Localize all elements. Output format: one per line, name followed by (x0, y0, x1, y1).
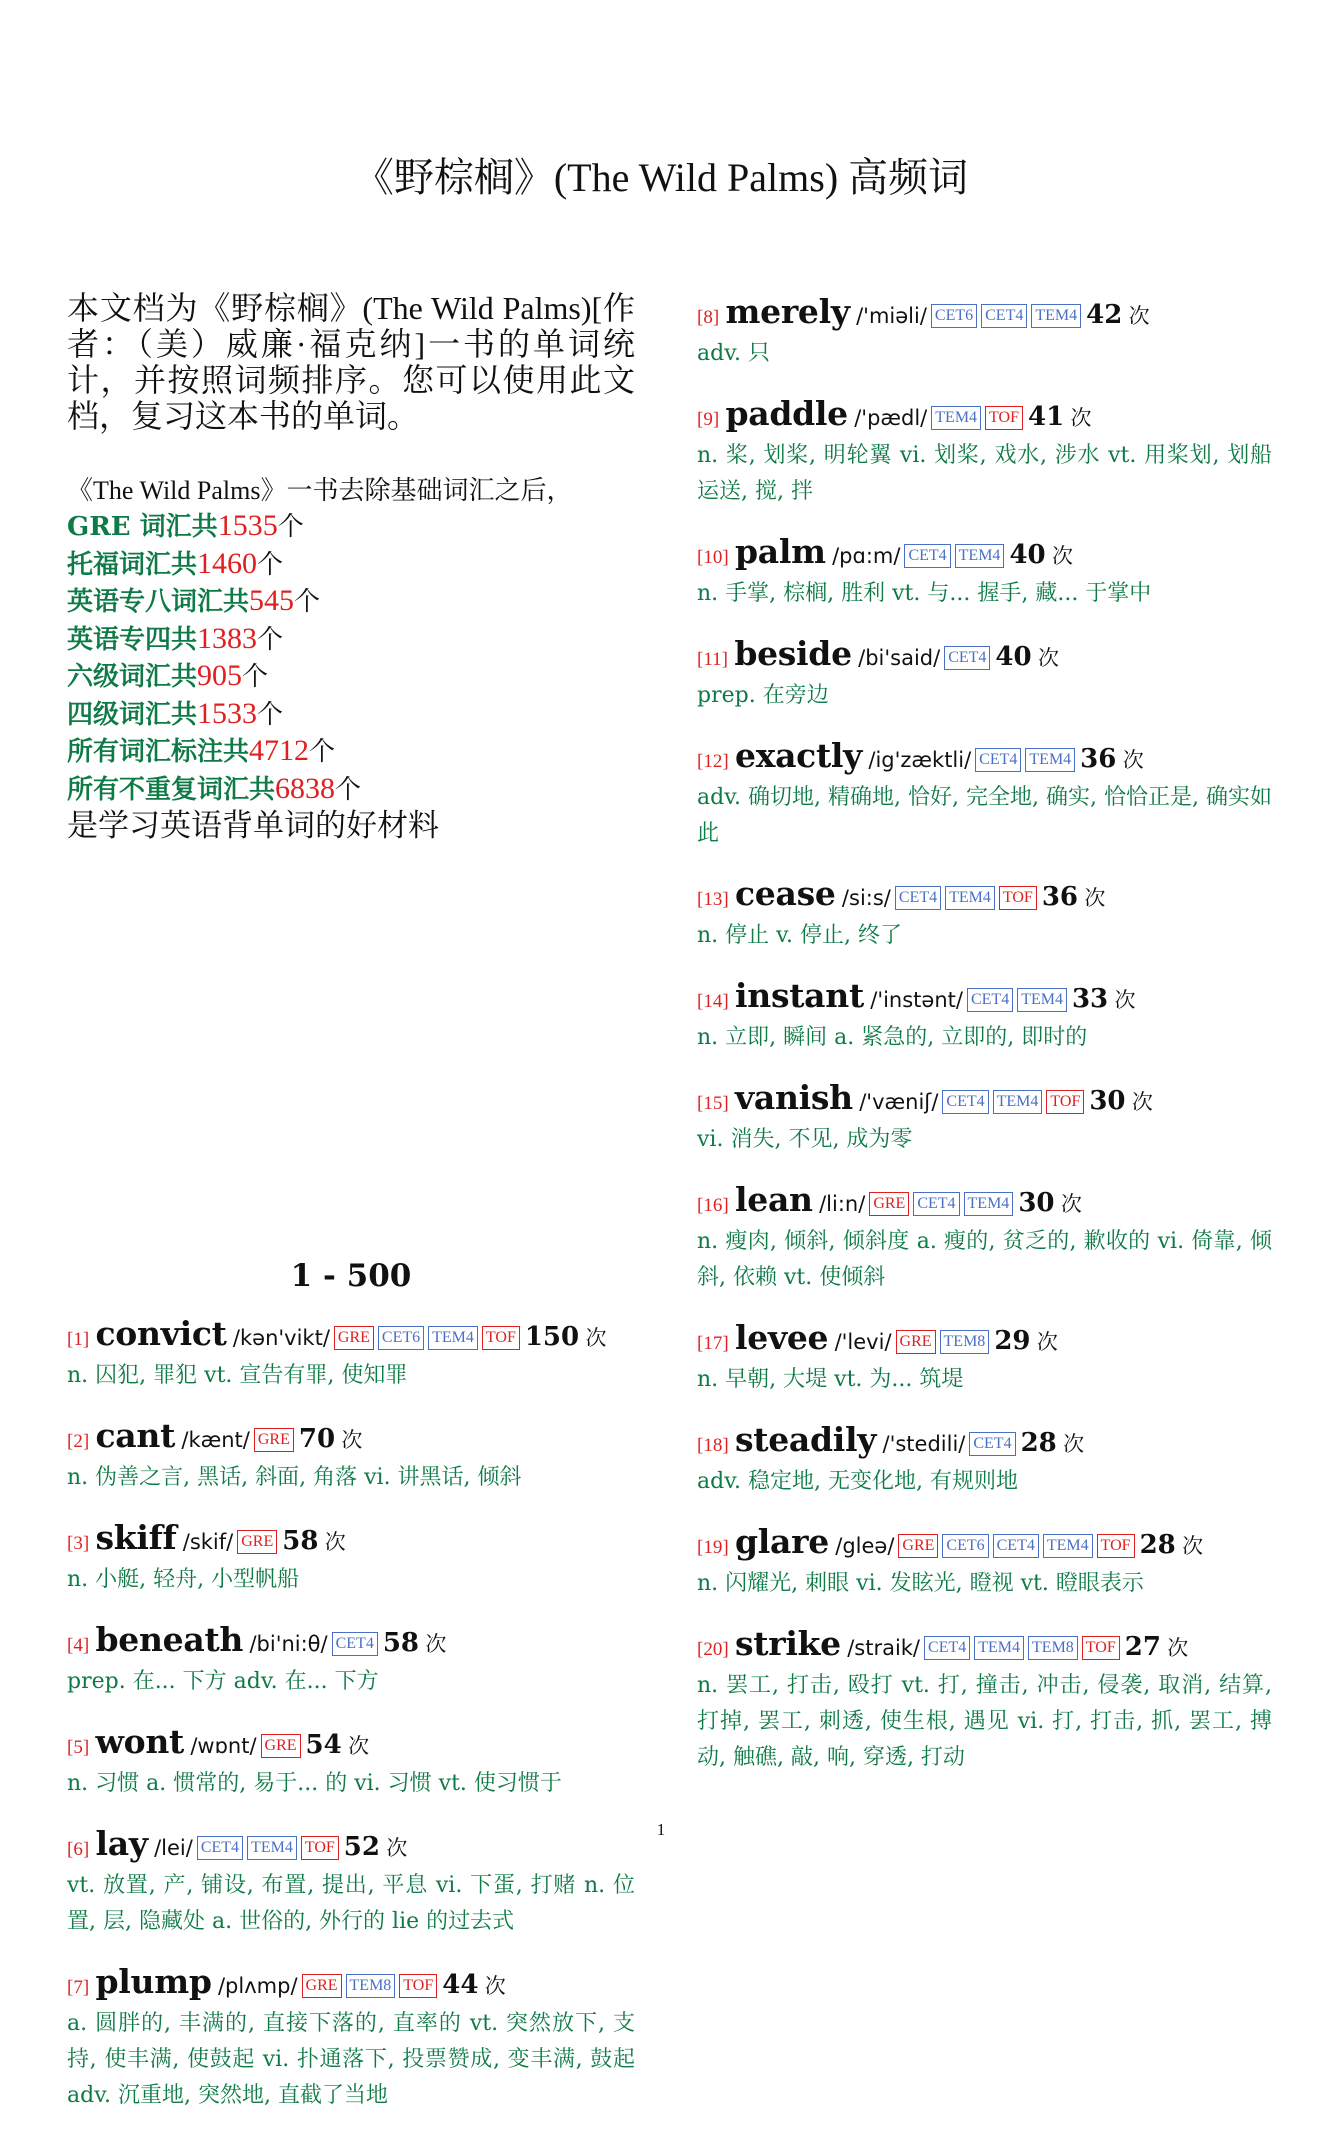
stat-row (67, 508, 635, 546)
times-unit: 次 (1036, 1330, 1058, 1354)
exam-tag: CET4 (913, 1192, 959, 1216)
entry-word: palm (735, 532, 826, 571)
exam-tag: CET4 (942, 1090, 988, 1114)
exam-tag: TOF (1046, 1090, 1084, 1114)
entry-definition: n. 桨, 划桨, 明轮翼 vi. 划桨, 戏水, 涉水 vt. 用桨划, 划船运送, 搅, 拌 (697, 443, 1272, 504)
entry-definition: n. 小艇, 轻舟, 小型帆船 (67, 1567, 300, 1592)
stat-unit: 个 (257, 699, 284, 730)
entry-phonetic: /li:n/ (819, 1192, 866, 1216)
entry-phonetic: /straik/ (847, 1636, 921, 1660)
entry-phonetic: /'pædl/ (854, 406, 928, 430)
stat-label: 英语专八词汇共 (67, 587, 250, 617)
exam-tag: TOF (1082, 1636, 1120, 1660)
entry-frequency: 150 (524, 1322, 580, 1352)
times-unit: 次 (484, 1974, 506, 1998)
exam-tag: CET4 (924, 1636, 970, 1660)
entry-index: [7] (67, 1977, 90, 1998)
entry-index: [16] (697, 1195, 729, 1216)
stat-number: 545 (249, 584, 295, 617)
entry-word: plump (95, 1962, 212, 2001)
entry-word: instant (735, 976, 864, 1015)
entry-index: [15] (697, 1093, 729, 1114)
word-entry (67, 1824, 635, 1940)
entry-header (697, 1318, 1272, 1364)
entry-definition: n. 早朝, 大堤 vt. 为... 筑堤 (697, 1367, 964, 1392)
times-unit: 次 (348, 1734, 370, 1758)
stat-number: 4712 (249, 734, 310, 767)
entry-phonetic: /ig'zæktli/ (868, 748, 972, 772)
exam-tag: GRE (896, 1330, 936, 1354)
stat-row (67, 696, 635, 734)
times-unit: 次 (1070, 406, 1092, 430)
entries-right-list (697, 292, 1272, 1798)
stat-label: 四级词汇共 (67, 699, 198, 730)
exam-tag: TEM4 (993, 1090, 1043, 1114)
entry-word: glare (735, 1522, 829, 1561)
exam-tag: CET4 (895, 886, 941, 910)
entry-frequency: 42 (1086, 300, 1123, 330)
word-entry (697, 1078, 1272, 1158)
entry-index: [6] (67, 1839, 90, 1860)
entry-word: cease (735, 874, 836, 913)
stat-number: 1533 (197, 696, 258, 730)
entry-definition: a. 圆胖的, 丰满的, 直接下落的, 直率的 vt. 突然放下, 支持, 使丰满, 使鼓起 vi. 扑通落下, 投票赞成, 变丰满, 鼓起 adv. 沉重地, 突然地, 直截了当地 (67, 2011, 635, 2108)
entries-left-list (67, 1314, 635, 2136)
exam-tag: CET4 (197, 1836, 243, 1860)
entry-word: convict (95, 1314, 227, 1353)
entry-index: [17] (697, 1333, 729, 1354)
exam-tag: TOF (999, 886, 1037, 910)
exam-tag: GRE (898, 1534, 938, 1558)
times-unit: 次 (1063, 1432, 1085, 1456)
entry-frequency: 41 (1027, 402, 1065, 432)
word-entry (697, 1522, 1272, 1602)
entry-frequency: 36 (1080, 744, 1117, 774)
stat-unit: 个 (242, 662, 269, 692)
exam-tag: TEM4 (964, 1192, 1014, 1216)
entry-definition: n. 罢工, 打击, 殴打 vt. 打, 撞击, 冲击, 侵袭, 取消, 结算, 打掉, 罢工, 刺透, 使生根, 遇见 vi. 打, 打击, 抓, 罢工, 搏动, 触礁, 敲, 响, 穿透, 打动 (697, 1673, 1272, 1770)
exam-tag: TEM4 (428, 1326, 478, 1350)
word-entry (697, 1318, 1272, 1398)
range-heading: 1 - 500 (290, 1258, 412, 1294)
entry-word: skiff (95, 1518, 177, 1557)
exam-tag: CET4 (332, 1632, 378, 1656)
entry-phonetic: /lei/ (154, 1836, 193, 1860)
stat-unit: 个 (335, 774, 362, 805)
entry-index: [2] (67, 1431, 90, 1452)
stat-label: 六级词汇共 (67, 662, 198, 692)
entry-phonetic: /plʌmp/ (217, 1974, 298, 1998)
entry-header (67, 1314, 635, 1360)
times-unit: 次 (341, 1428, 363, 1452)
word-entry (697, 634, 1272, 714)
entry-header (67, 1416, 635, 1462)
entry-definition: prep. 在... 下方 adv. 在... 下方 (67, 1669, 379, 1694)
exam-tag: CET4 (904, 544, 950, 568)
entry-word: levee (735, 1318, 829, 1357)
entry-header (697, 976, 1272, 1022)
entry-index: [3] (67, 1533, 90, 1554)
stat-unit: 个 (257, 549, 284, 580)
entry-word: wont (95, 1722, 184, 1761)
exam-tag: GRE (261, 1734, 301, 1758)
stat-label: 所有不重复词汇共 (67, 774, 276, 805)
stat-number: 1535 (217, 509, 278, 542)
entry-definition: n. 伪善之言, 黑话, 斜面, 角落 vi. 讲黑话, 倾斜 (67, 1465, 522, 1490)
stat-row (67, 583, 635, 621)
stat-row (67, 621, 635, 659)
entry-frequency: 30 (1018, 1188, 1055, 1218)
times-unit: 次 (1037, 646, 1059, 670)
entry-index: [10] (697, 547, 729, 568)
entry-phonetic: /'stedili/ (882, 1432, 966, 1456)
exam-tag: CET6 (942, 1534, 988, 1558)
exam-tag: GRE (237, 1530, 277, 1554)
stat-row (67, 546, 635, 584)
stat-row (67, 658, 635, 696)
stats-block (67, 474, 635, 844)
entry-phonetic: /bi'ni:θ/ (249, 1632, 328, 1656)
exam-tag: TEM8 (346, 1974, 396, 1998)
word-entry (67, 1416, 635, 1496)
times-unit: 次 (324, 1530, 346, 1554)
page-title: 《野棕榈》(The Wild Palms) 高频词 (353, 155, 969, 200)
exam-tag: GRE (869, 1192, 909, 1216)
entry-index: [13] (697, 889, 729, 910)
times-unit: 次 (1131, 1090, 1153, 1114)
word-entry (697, 1180, 1272, 1296)
entry-definition: vt. 放置, 产, 铺设, 布置, 提出, 平息 vi. 下蛋, 打赌 n. 位置, 层, 隐藏处 a. 世俗的, 外行的 lie 的过去式 (67, 1873, 635, 1934)
word-entry (697, 736, 1272, 852)
entry-phonetic: /'miəli/ (856, 304, 927, 328)
exam-tag: TEM4 (974, 1636, 1024, 1660)
entry-header (697, 1624, 1272, 1670)
word-entry (697, 976, 1272, 1056)
entry-frequency: 29 (994, 1326, 1031, 1356)
entry-header (697, 394, 1272, 440)
entry-index: [9] (697, 409, 720, 430)
exam-tag: TOF (985, 406, 1023, 430)
entry-phonetic: /si:s/ (841, 886, 891, 910)
times-unit: 次 (386, 1836, 408, 1860)
word-entry (67, 1722, 635, 1802)
stat-unit: 个 (277, 512, 304, 542)
entry-header (697, 874, 1272, 920)
entry-definition: adv. 只 (697, 341, 771, 366)
entry-header (697, 1522, 1272, 1568)
times-unit: 次 (1114, 988, 1136, 1012)
entry-index: [19] (697, 1537, 729, 1558)
entry-header (697, 634, 1272, 680)
entry-word: cant (95, 1416, 176, 1455)
entry-definition: n. 瘦肉, 倾斜, 倾斜度 a. 瘦的, 贫乏的, 歉收的 vi. 倚靠, 倾斜, 依赖 vt. 使倾斜 (697, 1229, 1272, 1290)
entry-header (67, 1962, 635, 2008)
times-unit: 次 (1060, 1192, 1082, 1216)
entry-index: [8] (697, 307, 720, 328)
times-unit: 次 (585, 1326, 607, 1350)
entry-index: [18] (697, 1435, 729, 1456)
stats-lead: 《The Wild Palms》一书去除基础词汇之后， (67, 476, 573, 505)
times-unit: 次 (1122, 748, 1144, 772)
stat-number: 1460 (197, 546, 258, 580)
entry-frequency: 40 (995, 642, 1032, 672)
stat-number: 6838 (275, 771, 336, 805)
times-unit: 次 (1051, 544, 1073, 568)
word-entry (697, 532, 1272, 612)
stat-label: GRE 词汇共 (67, 512, 218, 542)
entry-frequency: 58 (282, 1526, 319, 1556)
left-column (67, 290, 635, 2108)
entry-definition: n. 囚犯, 罪犯 vt. 宣告有罪, 使知罪 (67, 1363, 408, 1388)
times-unit: 次 (425, 1632, 447, 1656)
entry-frequency: 27 (1124, 1632, 1161, 1662)
entry-phonetic: /'væniʃ/ (859, 1090, 939, 1114)
entry-index: [4] (67, 1635, 90, 1656)
entry-frequency: 40 (1009, 540, 1046, 570)
entry-phonetic: /kən'vikt/ (232, 1326, 330, 1350)
times-unit: 次 (1128, 304, 1150, 328)
word-entry (67, 1962, 635, 2114)
word-entry (67, 1518, 635, 1598)
entry-header (67, 1518, 635, 1564)
entry-word: merely (725, 292, 850, 331)
entry-phonetic: /gleə/ (835, 1534, 895, 1558)
exam-tag: TEM8 (940, 1330, 990, 1354)
entry-header (697, 1420, 1272, 1466)
entry-word: beneath (95, 1620, 244, 1659)
entry-header (697, 292, 1272, 338)
entry-frequency: 30 (1089, 1086, 1126, 1116)
entry-frequency: 28 (1139, 1530, 1176, 1560)
word-entry (67, 1314, 635, 1394)
entry-definition: adv. 稳定地, 无变化地, 有规则地 (697, 1469, 1018, 1494)
entry-definition: n. 停止 v. 停止, 终了 (697, 923, 902, 948)
entry-index: [12] (697, 751, 729, 772)
entry-header (67, 1722, 635, 1768)
exam-tag: CET6 (931, 304, 977, 328)
stat-number: 905 (197, 659, 243, 692)
exam-tag: TEM4 (1025, 748, 1075, 772)
entry-phonetic: /bi'said/ (858, 646, 941, 670)
word-entry (697, 1420, 1272, 1500)
entry-frequency: 36 (1041, 882, 1078, 912)
word-entry (697, 292, 1272, 372)
entry-phonetic: /skif/ (182, 1530, 234, 1554)
exam-tag: TEM4 (931, 406, 981, 430)
entry-definition: prep. 在旁边 (697, 683, 829, 708)
entry-phonetic: /pɑ:m/ (832, 544, 901, 568)
stat-label: 托福词汇共 (67, 549, 198, 580)
exam-tag: TEM4 (1031, 304, 1081, 328)
page-number: 1 (656, 1820, 666, 1839)
entry-word: strike (735, 1624, 841, 1663)
entry-word: lean (735, 1180, 813, 1219)
stat-row (67, 733, 635, 771)
entry-definition: adv. 确切地, 精确地, 恰好, 完全地, 确实, 恰恰正是, 确实如此 (697, 785, 1272, 846)
entry-frequency: 44 (442, 1970, 479, 2000)
entry-definition: n. 手掌, 棕榈, 胜利 vt. 与... 握手, 藏... 于掌中 (697, 581, 1152, 606)
exam-tag: CET4 (975, 748, 1021, 772)
entry-word: lay (95, 1824, 148, 1863)
entry-phonetic: /kænt/ (181, 1428, 250, 1452)
entry-frequency: 28 (1020, 1428, 1057, 1458)
entry-frequency: 70 (298, 1424, 336, 1454)
entry-word: paddle (725, 394, 848, 433)
exam-tag: TOF (482, 1326, 520, 1350)
exam-tag: TEM8 (1028, 1636, 1078, 1660)
entry-frequency: 54 (305, 1730, 342, 1760)
stat-number: 1383 (197, 621, 258, 655)
exam-tag: CET4 (967, 988, 1013, 1012)
entry-definition: n. 立即, 瞬间 a. 紧急的, 立即的, 即时的 (697, 1025, 1088, 1050)
times-unit: 次 (1084, 886, 1106, 910)
entry-definition: n. 习惯 a. 惯常的, 易于... 的 vi. 习惯 vt. 使习惯于 (67, 1771, 562, 1796)
word-entry (697, 1624, 1272, 1776)
stat-row (67, 771, 635, 809)
stat-unit: 个 (257, 624, 284, 655)
word-entry (697, 394, 1272, 510)
word-entry (67, 1620, 635, 1700)
exam-tag: TOF (1097, 1534, 1135, 1558)
exam-tag: GRE (302, 1974, 342, 1998)
stats-closing: 是学习英语背单词的好材料 (67, 808, 439, 843)
entry-definition: n. 闪耀光, 刺眼 vi. 发眩光, 瞪视 vt. 瞪眼表示 (697, 1571, 1144, 1596)
times-unit: 次 (1167, 1636, 1189, 1660)
stat-unit: 个 (294, 587, 321, 617)
exam-tag: TEM4 (1017, 988, 1067, 1012)
exam-tag: GRE (254, 1428, 294, 1452)
entry-index: [1] (67, 1329, 90, 1350)
exam-tag: TEM4 (247, 1836, 297, 1860)
stat-label: 英语专四共 (67, 624, 198, 655)
exam-tag: TEM4 (945, 886, 995, 910)
exam-tag: TEM4 (955, 544, 1005, 568)
entry-word: steadily (735, 1420, 877, 1459)
entry-frequency: 33 (1071, 984, 1109, 1014)
entry-index: [5] (67, 1737, 90, 1758)
entry-header (697, 532, 1272, 578)
exam-tag: TEM4 (1043, 1534, 1093, 1558)
entry-word: vanish (735, 1078, 853, 1117)
entry-frequency: 58 (382, 1628, 420, 1658)
exam-tag: CET4 (969, 1432, 1015, 1456)
intro-paragraph: 本文档为《野棕榈》(The Wild Palms)[作者：（美）威廉·福克纳]一书的单词统计，并按照词频排序。您可以使用此文档，复习这本书的单词。 (67, 290, 635, 434)
exam-tag: CET4 (993, 1534, 1039, 1558)
times-unit: 次 (1182, 1534, 1204, 1558)
entry-phonetic: /'instənt/ (870, 988, 963, 1012)
entry-index: [11] (697, 649, 728, 670)
entry-phonetic: /wɒnt/ (190, 1734, 257, 1758)
exam-tag: GRE (334, 1326, 374, 1350)
entry-word: beside (734, 634, 852, 673)
exam-tag: TOF (399, 1974, 437, 1998)
entry-phonetic: /'levi/ (834, 1330, 892, 1354)
stat-unit: 个 (309, 737, 336, 767)
exam-tag: CET4 (981, 304, 1027, 328)
entry-word: exactly (735, 736, 863, 775)
exam-tag: CET4 (944, 646, 990, 670)
entry-frequency: 52 (343, 1832, 380, 1862)
entry-index: [14] (697, 991, 729, 1012)
stats-list (67, 508, 635, 808)
entry-definition: vi. 消失, 不见, 成为零 (697, 1127, 913, 1152)
entry-header (697, 1078, 1272, 1124)
entry-header (697, 1180, 1272, 1226)
entry-header (697, 736, 1272, 782)
entry-header (67, 1620, 635, 1666)
entry-index: [20] (697, 1639, 729, 1660)
stat-label: 所有词汇标注共 (67, 737, 250, 767)
word-entry (697, 874, 1272, 954)
exam-tag: CET6 (378, 1326, 424, 1350)
exam-tag: TOF (301, 1836, 339, 1860)
